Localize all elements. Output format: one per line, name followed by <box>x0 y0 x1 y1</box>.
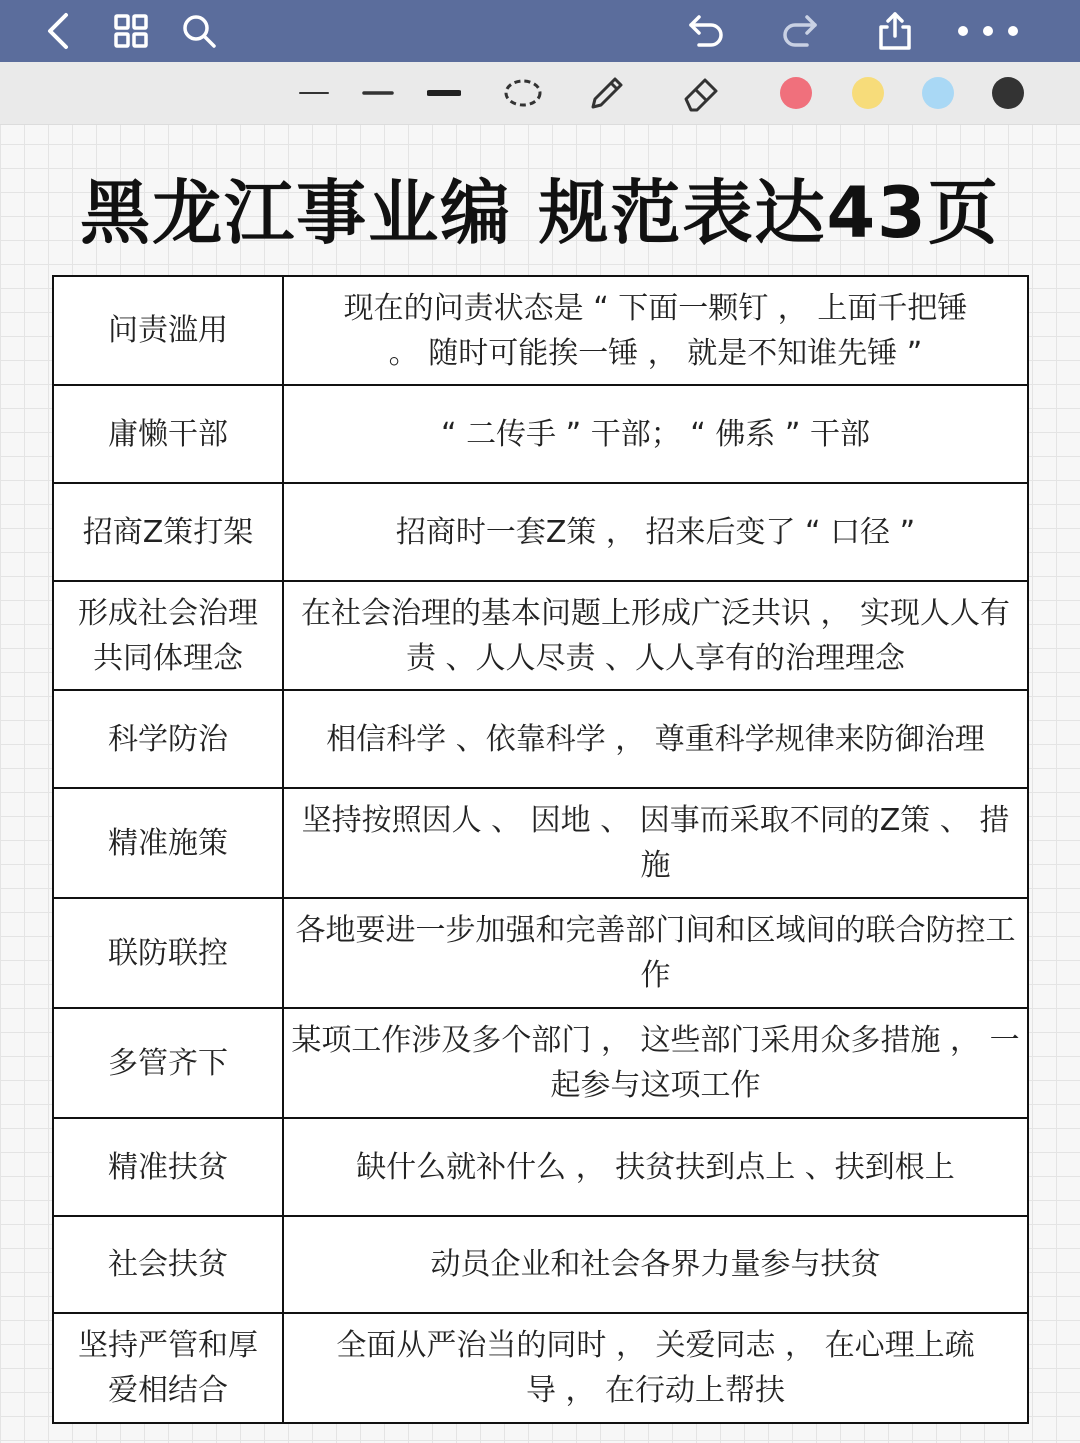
table-row <box>53 1008 1028 1118</box>
search-icon[interactable] <box>176 0 222 62</box>
table-row <box>53 1216 1028 1313</box>
term-cell: 精准扶贫 <box>53 1118 283 1216</box>
top-navigation-bar <box>0 0 1080 62</box>
term-cell: 庸懒干部 <box>53 385 283 483</box>
table-row <box>53 385 1028 483</box>
page-title: 黑龙江事业编 规范表达43页 <box>80 172 1000 254</box>
table-row <box>53 1118 1028 1216</box>
color-red-swatch[interactable] <box>778 62 814 124</box>
table-row <box>53 898 1028 1008</box>
back-icon[interactable] <box>36 0 80 62</box>
description-cell: 某项工作涉及多个部门 ， 这些部门采用众多措施 ， 一起参与这项工作 <box>283 1008 1028 1118</box>
color-yellow-swatch[interactable] <box>850 62 886 124</box>
description-cell: 现在的问责状态是 “ 下面一颗钉 ， 上面千把锤 。 随时可能挨一锤 ， 就是不知谁先锤 ” <box>283 276 1028 385</box>
term-cell: 科学防治 <box>53 690 283 788</box>
term-cell: 招商Z策打架 <box>53 483 283 581</box>
description-cell: 招商时一套Z策 ， 招来后变了 “ 口径 ” <box>283 483 1028 581</box>
terms-table <box>52 275 1029 1424</box>
term-cell: 精准施策 <box>53 788 283 898</box>
color-blue-swatch[interactable] <box>920 62 956 124</box>
pen-thin-icon[interactable] <box>294 62 334 124</box>
table-row <box>53 483 1028 581</box>
table-row <box>53 581 1028 690</box>
term-cell: 联防联控 <box>53 898 283 1008</box>
description-cell: 缺什么就补什么 ， 扶贫扶到点上 、扶到根上 <box>283 1118 1028 1216</box>
table-row <box>53 1313 1028 1423</box>
table-row <box>53 788 1028 898</box>
pencil-icon[interactable] <box>586 62 628 124</box>
term-cell: 多管齐下 <box>53 1008 283 1118</box>
undo-icon[interactable] <box>684 0 730 62</box>
table-row <box>53 276 1028 385</box>
lasso-icon[interactable] <box>502 62 544 124</box>
description-cell: 全面从严治当的同时 ， 关爱同志 ， 在心理上疏导 ， 在行动上帮扶 <box>283 1313 1028 1423</box>
term-cell: 坚持严管和厚爱相结合 <box>53 1313 283 1423</box>
grid-icon[interactable] <box>108 0 154 62</box>
term-cell: 形成社会治理共同体理念 <box>53 581 283 690</box>
description-cell: 各地要进一步加强和完善部门间和区域间的联合防控工作 <box>283 898 1028 1008</box>
term-cell: 问责滥用 <box>53 276 283 385</box>
color-black-swatch[interactable] <box>990 62 1026 124</box>
pen-thick-icon[interactable] <box>424 62 464 124</box>
redo-icon[interactable] <box>776 0 822 62</box>
description-cell: “ 二传手 ” 干部； “ 佛系 ” 干部 <box>283 385 1028 483</box>
table-row <box>53 690 1028 788</box>
description-cell: 坚持按照因人 、 因地 、 因事而采取不同的Z策 、 措施 <box>283 788 1028 898</box>
share-icon[interactable] <box>872 0 918 62</box>
term-cell: 社会扶贫 <box>53 1216 283 1313</box>
description-cell: 相信科学 、依靠科学 ， 尊重科学规律来防御治理 <box>283 690 1028 788</box>
description-cell: 动员企业和社会各界力量参与扶贫 <box>283 1216 1028 1313</box>
pen-medium-icon[interactable] <box>358 62 398 124</box>
description-cell: 在社会治理的基本问题上形成广泛共识 ， 实现人人有责 、人人尽责 、人人享有的治理理念 <box>283 581 1028 690</box>
drawing-toolbar <box>0 62 1080 125</box>
eraser-icon[interactable] <box>680 62 722 124</box>
more-icon[interactable] <box>948 0 1028 62</box>
